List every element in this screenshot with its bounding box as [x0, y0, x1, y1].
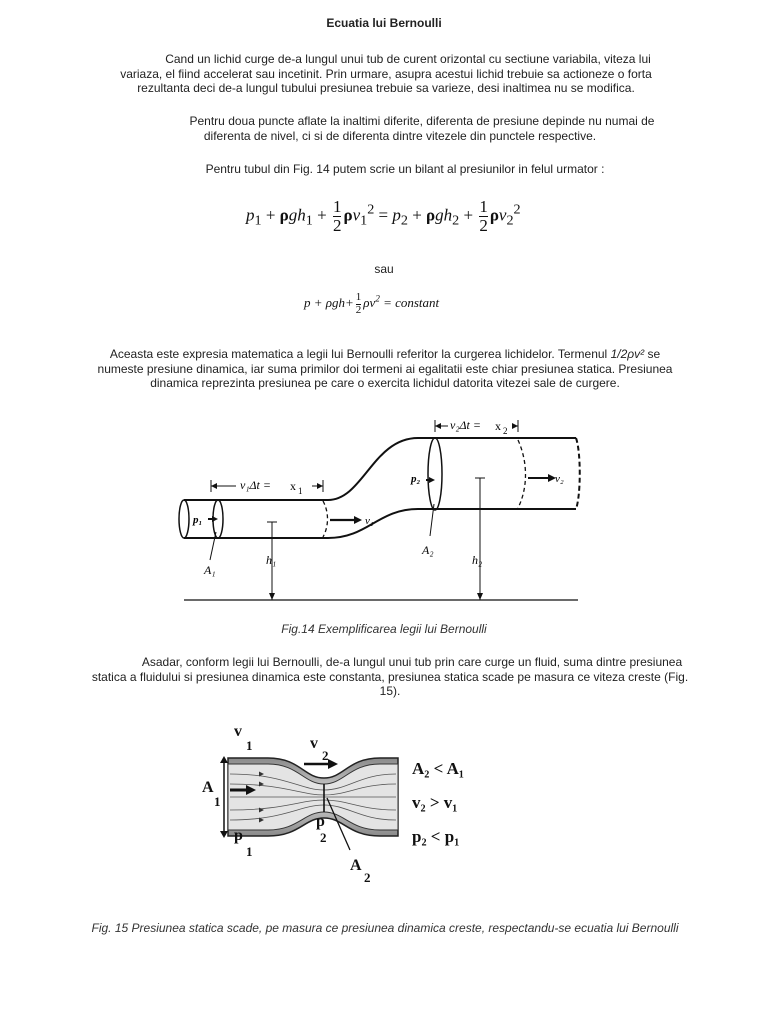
fig15-label-v2: v [310, 735, 318, 752]
label-v1: v₁ [365, 515, 374, 527]
svg-text:1: 1 [246, 844, 253, 859]
label-h1: h₁ [266, 553, 277, 567]
label-h2: h₂ [472, 553, 483, 567]
svg-text:2: 2 [320, 830, 327, 845]
fig15-label-A1: A [202, 779, 214, 796]
paragraph-height-text: Pentru doua puncte aflate la inaltimi diferite, diferenta de presiune depinde nu numai de diferenta de nivel, ci si de diferenta dintre vitezele din punctele respective. [189, 114, 655, 143]
svg-text:1: 1 [214, 794, 221, 809]
figure-14-caption: Fig.14 Exemplificarea legii lui Bernoulli [281, 622, 487, 636]
label-p2: p₂ [411, 473, 421, 485]
label-A1: A₁ [204, 563, 216, 577]
fig15-label-A2: A [350, 857, 362, 874]
fig15-label-v1: v [234, 723, 242, 740]
label-v2: v₂ [555, 473, 564, 485]
bernoulli-equation-constant: p + ρgh+ $\frac{1}{2}$ $\rho v^2$ = constant [304, 291, 440, 316]
svg-text:2: 2 [364, 870, 371, 885]
paragraph-intro [100, 52, 672, 96]
paragraph-height-difference [130, 114, 670, 143]
figure-15-venturi-diagram [190, 718, 500, 890]
paragraph-conclusion-text: Asadar, conform legii lui Bernoulli, de-a lungul unui tub prin care curge un fluid, suma dintre presiunea statica a fluidului si presiunea dinamica este constanta, presiunea statica scade pe masura ce viteza creste (Fig. 15). [91, 655, 689, 698]
fig15-label-p2: p [316, 813, 325, 830]
paragraph-conclusion [90, 655, 690, 699]
fig15-relation-area: A₂ < A₁ [412, 759, 464, 778]
label-v1dt: v₁Δt = [240, 478, 271, 492]
figure-15-caption: Fig. 15 Presiunea statica scade, pe masura ce presiunea dinamica creste, respectandu-se ecuatia lui Bernoulli [91, 921, 679, 935]
svg-text:2: 2 [503, 426, 508, 436]
svg-text:1: 1 [298, 486, 303, 496]
paragraph-balance [110, 162, 700, 177]
page-title: Ecuatia lui Bernoulli [326, 16, 442, 30]
paragraph-balance-text: Pentru tubul din Fig. 14 putem scrie un bilant al presiunilor in felul urmator : [205, 162, 605, 176]
label-A2: A₂ [422, 543, 434, 557]
conjunction-sau: sau [374, 262, 394, 276]
label-x1: x [290, 479, 296, 493]
svg-text:1: 1 [246, 738, 253, 753]
figure-14-pipe-diagram [178, 412, 584, 608]
paragraph-dynamic-pressure: Aceasta este expresia matematica a legii lui Bernoulli referitor la curgerea lichidelor. Termenul 1/2ρv² se numeste presiune dinamica, iar suma primilor doi termeni ai egalitatii este chiar presiunea statica. Presiunea dinamica reprezinta presiunea pe care o exercita lichidul datorita vitezei sale de curgere. [97, 347, 673, 390]
label-x2: x [495, 419, 501, 433]
label-v2dt: v₂Δt = [450, 418, 481, 432]
fig15-relation-velocity: v₂ > v₁ [412, 793, 458, 812]
svg-text:2: 2 [322, 748, 329, 763]
label-p1: p₁ [193, 514, 203, 526]
fig15-label-p1: p [234, 827, 243, 844]
bernoulli-equation-full: $p_1 + \rho gh_1$ + $\frac{1}{2}$ $\rho v_1^2 = p_2 + \rho gh_2$ + $\frac{1}{2}$ $\rho v_2^2$ [246, 197, 521, 235]
fig15-relation-pressure: p₂ < p₁ [412, 827, 460, 846]
paragraph-intro-text: Cand un lichid curge de-a lungul unui tub de curent orizontal cu sectiune variabila, viteza lui variaza, el fiind accelerat sau incetinit. Prin urmare, asupra acestui lichid trebuie sa actioneze o forta rezultanta deci de-a lungul tubului presiunea trebuie sa varieze, desi inaltimea nu se modifica. [120, 52, 652, 95]
